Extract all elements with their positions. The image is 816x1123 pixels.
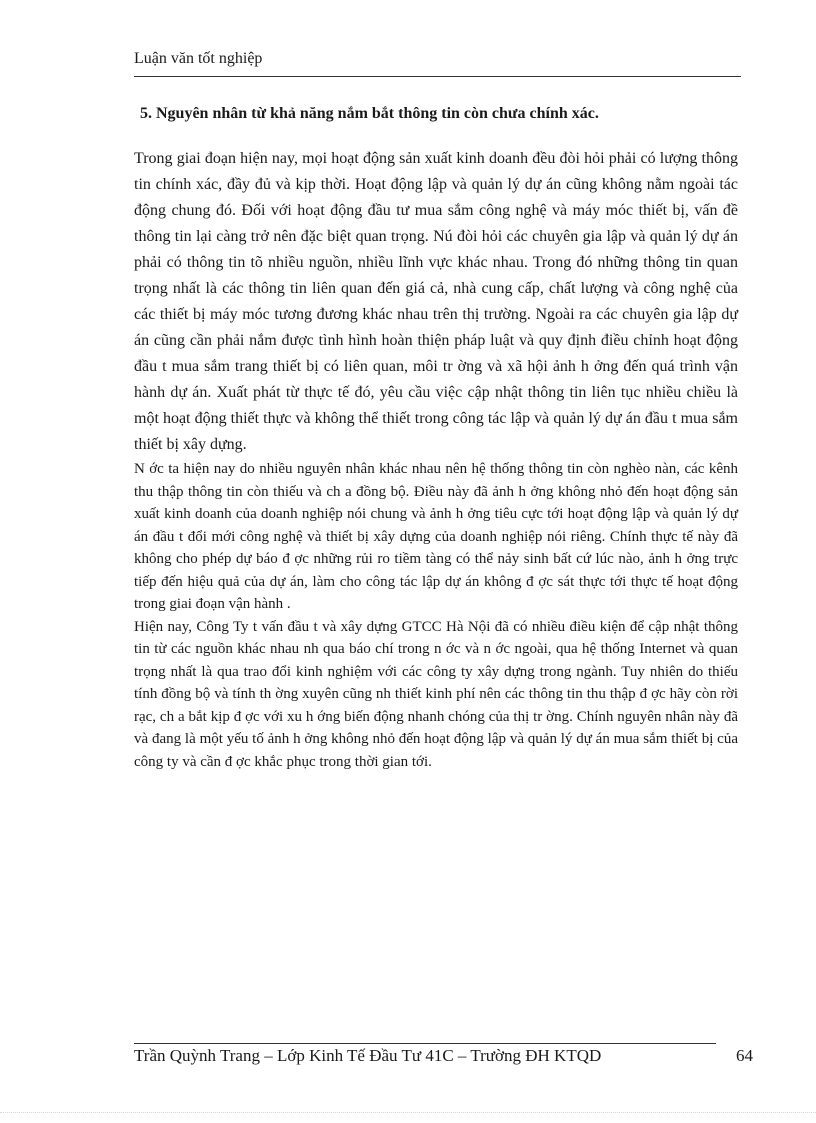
page-header: Luận văn tốt nghiệp bbox=[134, 50, 263, 67]
paragraph-1: Trong giai đoạn hiện nay, mọi hoạt động sản xuất kinh doanh đều đòi hỏi phải có lượng thông tin chính xác, đầy đủ và kịp thời. Hoạt động lập và quản lý dự án cũng không nằm ngoài tác động chung đó. Đối với hoạt động đầu tư mua sắm công nghệ và máy móc thiết bị, vấn đề thông tin lại càng trở nên đặc biệt quan trọng. Nú đòi hỏi các chuyên gia lập và quản lý dự án phải có thông tin tõ nhiều nguồn, nhiều lĩnh vực khác nhau. Trong đó những thông tin quan trọng nhất là các thông tin liên quan đến giá cả, nhà cung cấp, chất lượng và công nghệ của các thiết bị máy móc tương đương khác nhau trên thị trường. Ngoài ra các chuyên gia lập dự án cũng cần phải nắm được tình hình hoàn thiện pháp luật và quy định điều chỉnh hoạt động đầu t mua sắm trang thiết bị có liên quan, môi tr ờng và xã hội ảnh h ởng đến quá trình vận hành dự án. Xuất phát từ thực tế đó, yêu cầu việc cập nhật thông tin liên tục nhiều chiều là một hoạt động thiết thực và không thể thiết trong công tác lập và quản lý dự án đầu t mua sắm thiết bị xây dựng. bbox=[134, 150, 738, 453]
body-text bbox=[134, 146, 738, 773]
paragraph-3: Hiện nay, Công Ty t vấn đầu t và xây dựng GTCC Hà Nội đã có nhiều điều kiện để cập nhật thông tin từ các nguồn khác nhau nh qua báo chí trong n ớc và n ớc ngoài, qua hệ thống Internet và quan trọng nhất là qua trao đổi kinh nghiệm với các công ty xây dựng trong ngành. Tuy nhiên do thiếu tính đồng bộ và tính th ờng xuyên cũng nh thiết kinh phí nên các thông tin thu thập đ ợc hãy còn rời rạc, ch a bắt kịp đ ợc với xu h ớng biến động nhanh chóng của thị tr ờng. Chính nguyên nhân này đã và đang là một yếu tố ảnh h ởng không nhỏ đến hoạt động lập và quản lý dự án mua sắm thiết bị của công ty và cần đ ợc khắc phục trong thời gian tới. bbox=[134, 618, 738, 770]
paragraph-2: N ớc ta hiện nay do nhiều nguyên nhân khác nhau nên hệ thống thông tin còn nghèo nàn, các kênh thu thập thông tin còn thiếu và ch a đồng bộ. Điều này đã ảnh h ởng không nhỏ đến hoạt động sản xuất kinh doanh của doanh nghiệp nói chung và ảnh h ởng tiêu cực tới hoạt động lập và quản lý dự án đầu t đổi mới công nghệ và thiết bị xây dựng của doanh nghiệp nói riêng. Chính thực tế này đã không cho phép dự báo đ ợc những rủi ro tiềm tàng có thể nảy sinh bất cứ lúc nào, ảnh h ởng trực tiếp đến hiệu quả của dự án, làm cho công tác lập dự án không đ ợc sát thực tới thực tế hoạt động trong giai đoạn vận hành . bbox=[134, 461, 738, 612]
page-number: 64 bbox=[736, 1046, 753, 1065]
footer-divider bbox=[134, 1043, 716, 1044]
footer-author-line: Trần Quỳnh Trang – Lớp Kinh Tế Đầu Tư 41C – Trường ĐH KTQD bbox=[134, 1046, 602, 1065]
page-bottom-border bbox=[0, 1112, 816, 1113]
section-heading: 5. Nguyên nhân từ khả năng nắm bắt thông tin còn chưa chính xác. bbox=[140, 105, 599, 122]
header-divider bbox=[134, 76, 741, 77]
